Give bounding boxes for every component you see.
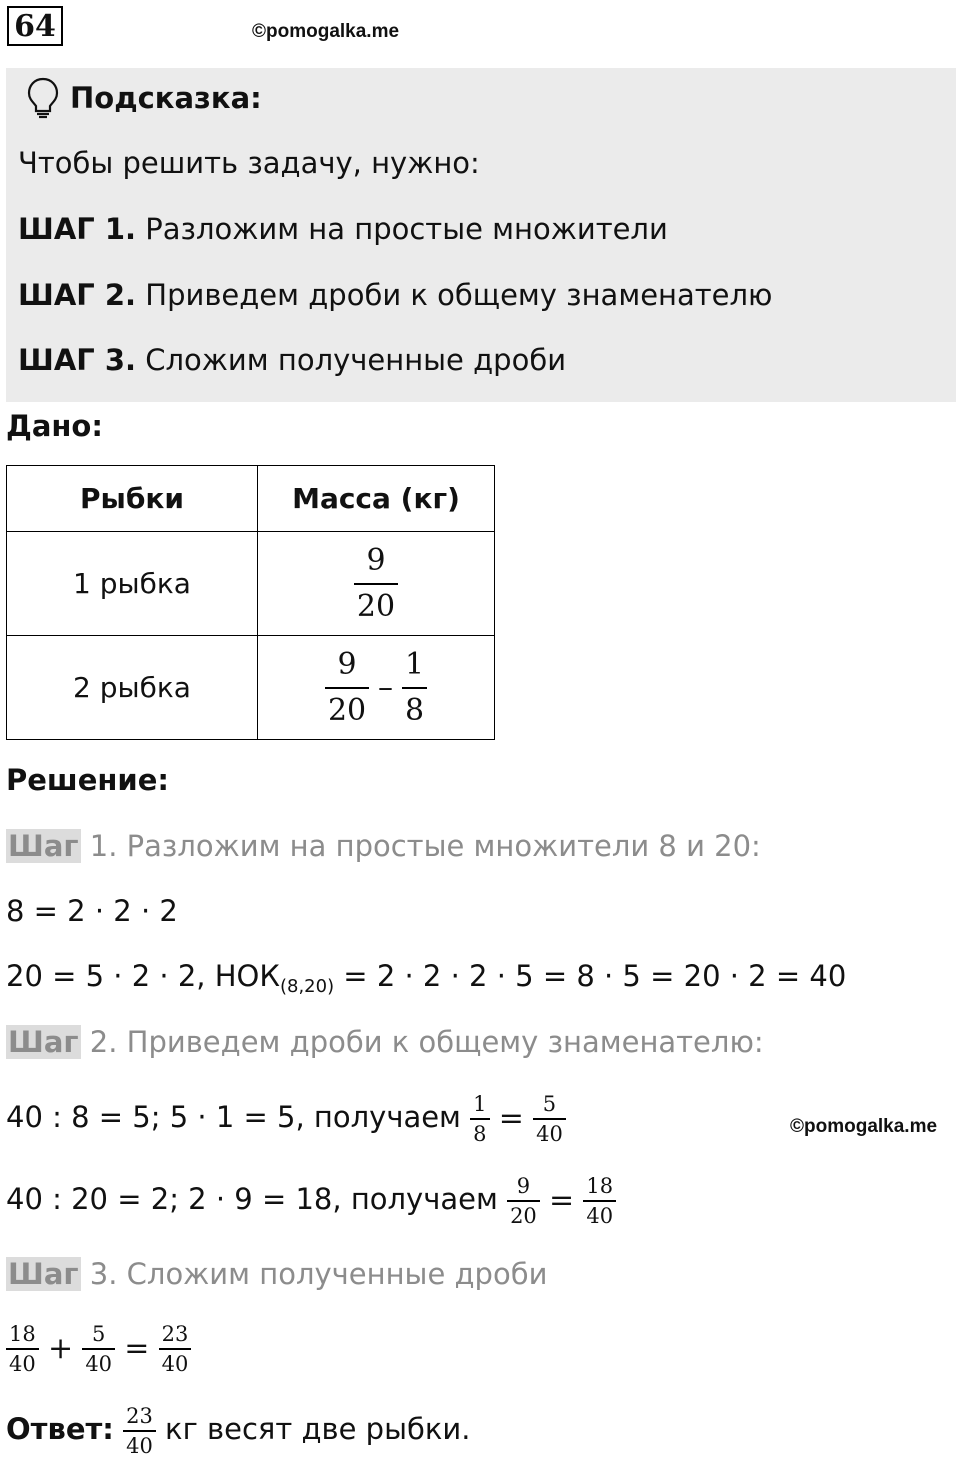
denominator: 8 <box>404 692 425 728</box>
step-word: Шаг <box>8 1025 79 1059</box>
fraction <box>402 643 427 733</box>
given-table <box>6 465 495 740</box>
numerator: 18 <box>586 1174 614 1198</box>
hint-step-1 <box>18 211 668 247</box>
step-number: 2. <box>80 1025 118 1059</box>
sum-equation <box>6 1318 191 1378</box>
denominator: 40 <box>9 1352 36 1376</box>
solution-title: Решение: <box>6 763 170 797</box>
fish-mass <box>258 532 495 636</box>
denominator: 8 <box>473 1122 487 1146</box>
hint-step-label: ШАГ 3. <box>18 343 137 377</box>
numerator: 1 <box>473 1092 487 1116</box>
fraction <box>6 1320 39 1378</box>
numerator: 23 <box>161 1322 189 1346</box>
hint-step-text: Разложим на простые множители <box>145 212 668 246</box>
fish-name: 2 рыбка <box>7 636 258 740</box>
hint-intro: Чтобы решить задачу, нужно: <box>18 146 480 180</box>
numerator: 5 <box>542 1092 557 1116</box>
header-fish: Рыбки <box>7 466 258 532</box>
hint-step-2 <box>18 277 772 313</box>
equals-sign: = <box>549 1183 575 1218</box>
equation-8: 8 = 2 · 2 · 2 <box>6 894 178 928</box>
step-text: Приведем дроби к общему знаменателю: <box>117 1025 764 1059</box>
step-word: Шаг <box>8 829 79 863</box>
denominator: 40 <box>536 1122 563 1146</box>
denominator: 40 <box>161 1352 189 1376</box>
lcm-subscript: (8,20) <box>279 976 335 997</box>
denominator: 20 <box>327 692 367 728</box>
step-text: Сложим полученные дроби <box>117 1257 548 1291</box>
step-number: 3. <box>80 1257 118 1291</box>
fraction <box>123 1402 156 1460</box>
hint-step-label: ШАГ 2. <box>18 278 137 312</box>
fraction <box>159 1320 192 1378</box>
denominator: 40 <box>126 1434 153 1458</box>
watermark-mid: ©pomogalka.me <box>790 1116 938 1137</box>
convert-line-1 <box>6 1088 566 1148</box>
equals-sign: = <box>124 1331 150 1366</box>
denominator: 40 <box>586 1204 614 1228</box>
fraction <box>354 539 398 629</box>
numerator: 18 <box>9 1322 36 1346</box>
denominator: 20 <box>510 1204 537 1228</box>
fraction <box>82 1320 115 1378</box>
header-mass: Масса (кг) <box>258 466 495 532</box>
numerator: 9 <box>516 1174 531 1198</box>
numerator: 9 <box>337 646 357 682</box>
watermark-top: ©pomogalka.me <box>252 21 400 42</box>
fish-mass <box>258 636 495 740</box>
task-number: 64 <box>7 6 63 46</box>
equals-sign: = <box>498 1101 524 1136</box>
fish-name: 1 рыбка <box>7 532 258 636</box>
table-row <box>7 532 495 636</box>
numerator: 23 <box>126 1404 153 1428</box>
step-number: 1. <box>80 829 118 863</box>
answer-text: кг весят две рыбки. <box>155 1412 471 1446</box>
numerator: 9 <box>366 542 386 578</box>
minus-sign: – <box>378 670 394 705</box>
fraction <box>583 1172 616 1230</box>
answer-line <box>6 1400 470 1460</box>
convert-line-2 <box>6 1170 616 1230</box>
solution-step-3 <box>6 1254 547 1294</box>
answer-label: Ответ: <box>6 1412 114 1446</box>
convert-text: 40 : 8 = 5; 5 · 1 = 5, получаем <box>6 1100 471 1134</box>
numerator: 1 <box>404 646 425 682</box>
hint-step-text: Сложим полученные дроби <box>145 343 567 377</box>
step-word: Шаг <box>8 1257 79 1291</box>
solution-step-1 <box>6 826 761 866</box>
equation-20-lcm <box>6 956 846 1007</box>
fraction <box>507 1172 540 1230</box>
given-title: Дано: <box>6 409 103 443</box>
denominator: 20 <box>356 588 396 624</box>
hint-step-label: ШАГ 1. <box>18 212 137 246</box>
table-row <box>7 636 495 740</box>
denominator: 40 <box>85 1352 113 1376</box>
lightbulb-icon <box>26 76 60 120</box>
table-header-row <box>7 466 495 532</box>
hint-title: Подсказка: <box>70 81 262 115</box>
fraction <box>533 1090 566 1148</box>
hint-step-3 <box>18 342 566 378</box>
eq-part: = 2 · 2 · 2 · 5 = 8 · 5 = 20 · 2 = 40 <box>334 959 847 993</box>
convert-text: 40 : 20 = 2; 2 · 9 = 18, получаем <box>6 1182 508 1216</box>
plus-sign: + <box>47 1331 74 1366</box>
step-text: Разложим на простые множители 8 и 20: <box>117 829 761 863</box>
numerator: 5 <box>91 1322 106 1346</box>
eq-part: 20 = 5 · 2 · 2, НОК <box>6 959 280 993</box>
hint-step-text: Приведем дроби к общему знаменателю <box>145 278 773 312</box>
fraction <box>325 643 369 733</box>
fraction <box>470 1090 489 1148</box>
solution-step-2 <box>6 1022 764 1062</box>
